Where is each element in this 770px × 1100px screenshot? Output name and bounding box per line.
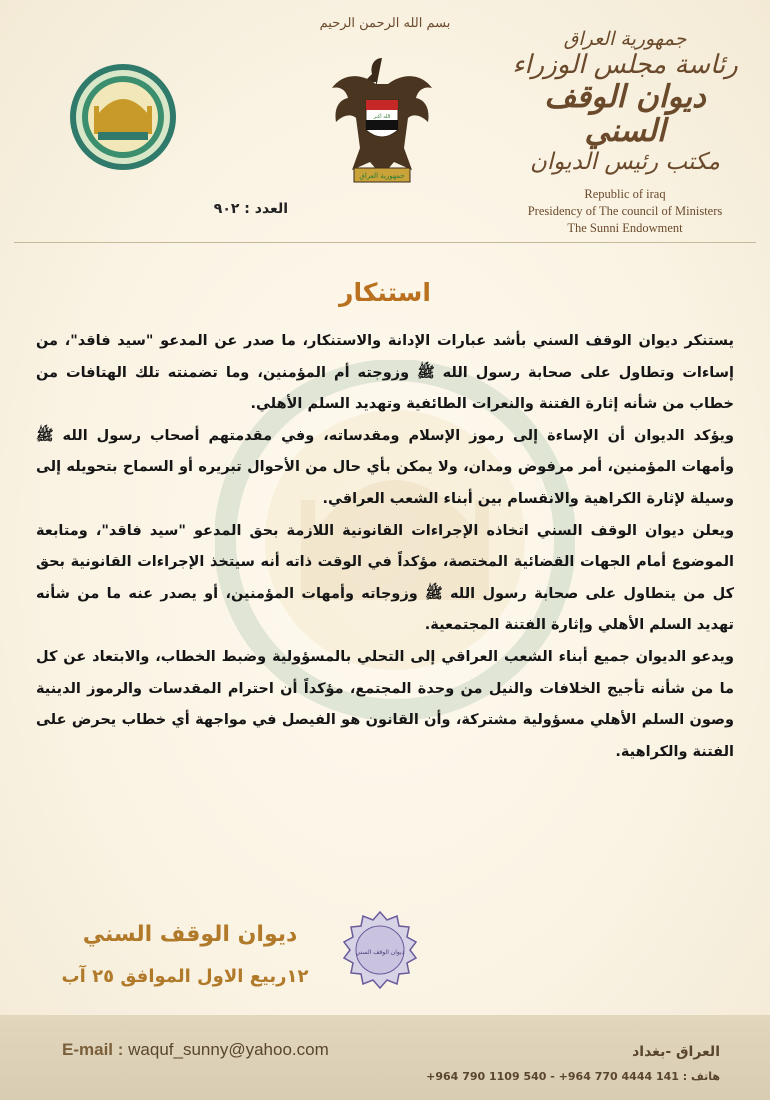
header-english	[500, 186, 750, 237]
issue-number: العدد : ٩٠٢	[213, 201, 288, 217]
header-arabic-titles	[510, 28, 740, 198]
email-address[interactable]: waquf_sunny@yahoo.com	[128, 1040, 329, 1059]
official-stamp-icon	[340, 910, 420, 990]
iraq-eagle-emblem-icon	[330, 52, 434, 188]
footer-email	[62, 1040, 329, 1060]
header-en-republic: Republic of iraq	[584, 187, 666, 201]
basmala: بسم الله الرحمن الرحيم	[319, 16, 451, 31]
document-title: استنكار	[339, 278, 431, 307]
document-body	[36, 326, 734, 768]
header-divider	[14, 242, 756, 243]
footer-address: العراق -بغداد	[632, 1044, 720, 1060]
header-line-office: مكتب رئيس الديوان	[530, 149, 720, 175]
header-line-presidency: رئاسة مجلس الوزراء	[512, 50, 738, 80]
sunni-endowment-logo	[68, 62, 178, 172]
emblem-caption: جمهورية العراق	[359, 172, 405, 180]
header-line-republic: جمهورية العراق	[563, 28, 687, 50]
signature-name: ديوان الوقف السني	[82, 922, 298, 947]
signature-date: ١٢ربيع الاول الموافق ٢٥ آب	[61, 966, 309, 987]
paragraph: ويؤكد الديوان أن الإساءة إلى رموز الإسلام ومقدساته، وفي مقدمتهم أصحاب رسول الله ﷺ وأمهات المؤمنين، أمر مرفوض ومدان، ولا يمكن بأي حال من الأحوال تبريره أو السماح بتحويله إلى وسيلة لإثارة الكراهية والانقسام بين أبناء الشعب العراقي.	[36, 427, 734, 507]
header-en-presidency: Presidency of The council of Ministers	[527, 204, 723, 218]
paragraph: يستنكر ديوان الوقف السني بأشد عبارات الإدانة والاستنكار، ما صدر عن المدعو "سيد فاقد"، من إساءات وتطاول على صحابة رسول الله ﷺ وزوجته أم المؤمنين، وما تضمنته تلك الهتافات من خطاب من شأنه إثارة الفتنة والنعرات الطائفية وتهديد السلم الأهلي.	[36, 333, 734, 413]
paragraph: ويعلن ديوان الوقف السني اتخاذه الإجراءات القانونية اللازمة بحق المدعو "سيد فاقد"، ومتابعة الموضوع أمام الجهات القضائية المختصة، مؤكداً في الوقت ذاته أنه سيتخذ الإجراءات القانونية بحق كل من يتطاول على صحابة رسول الله ﷺ وزوجاته وأمهات المؤمنين، أو يصدر عنه ما من شأنه تهديد السلم الأهلي وإثارة الفتنة المجتمعية.	[36, 522, 734, 634]
footer-phones: هاتف : 141 4444 770 964+ - 540 1109 790 964+	[426, 1070, 720, 1083]
emblem-text: الله أكبر	[373, 114, 391, 120]
email-label: E-mail :	[62, 1040, 124, 1059]
paragraph: ويدعو الديوان جميع أبناء الشعب العراقي إلى التحلي بالمسؤولية وضبط الخطاب، والابتعاد عن كل ما من شأنه تأجيج الخلافات والنيل من وحدة المجتمع، مؤكداً أن احترام المقدسات والرموز الدينية وصون السلم الأهلي مسؤولية مشتركة، وأن القانون هو الفيصل في مواجهة أي خطاب يحرض على الفتنة والكراهية.	[36, 648, 734, 760]
header-line-endowment: ديوان الوقف السني	[544, 79, 706, 149]
header-en-endowment: The Sunni Endowment	[567, 221, 683, 235]
stamp-text: ديوان الوقف السني	[355, 949, 405, 956]
